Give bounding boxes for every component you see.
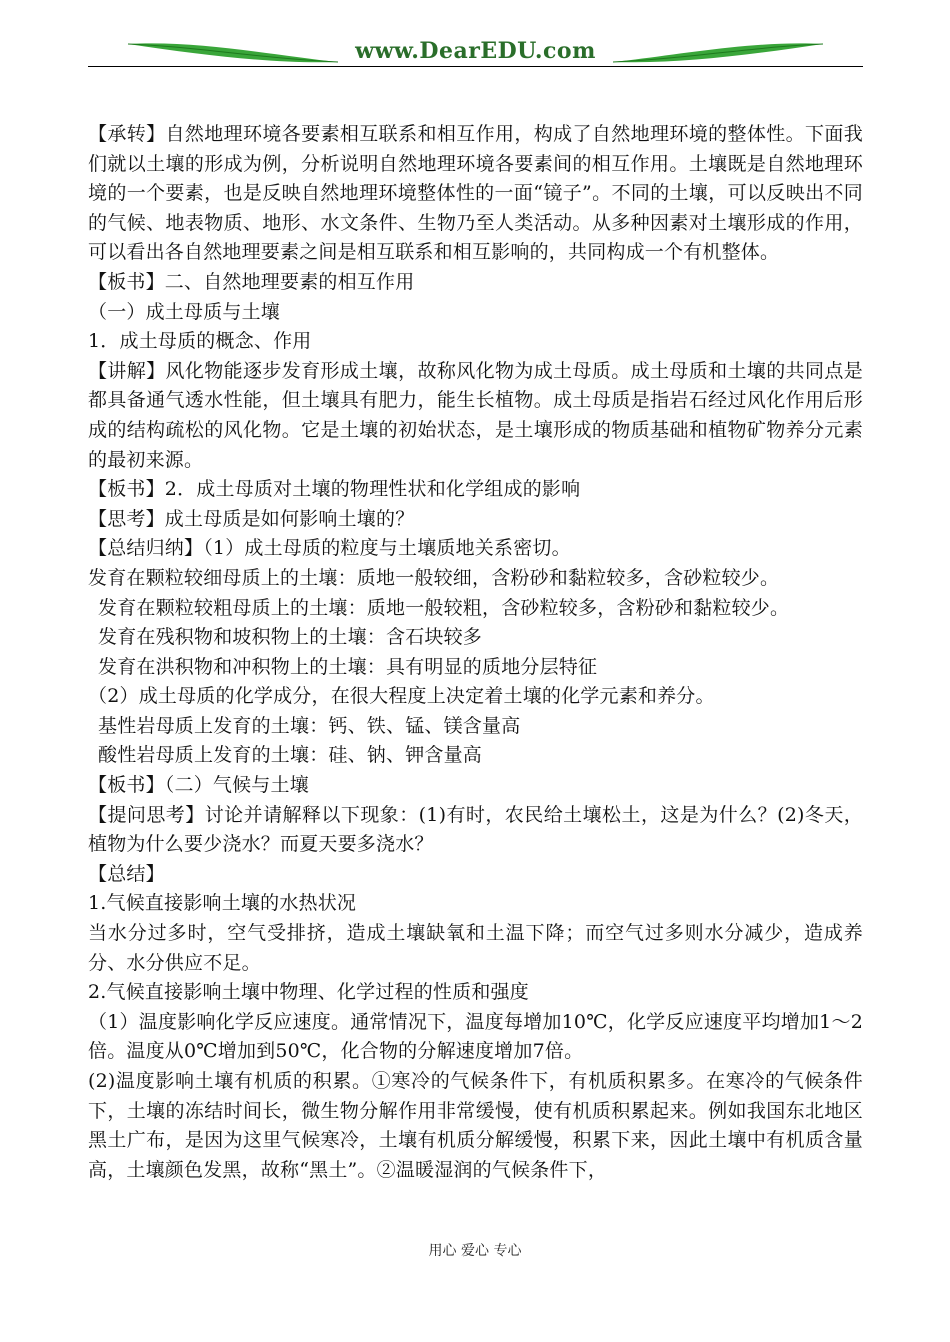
paragraph: 当水分过多时，空气受排挤，造成土壤缺氧和土温下降；而空气过多则水分减少，造成养分、水分供应不足。 bbox=[88, 922, 863, 974]
paragraph: （一）成土母质与土壤 bbox=[88, 300, 281, 323]
paragraph: 【讲解】风化物能逐步发育形成土壤，故称风化物为成土母质。成土母质和土壤的共同点是都具备通气透水性能，但土壤具有肥力，能生长植物。成土母质是指岩石经过风化作用后形成的结构疏松的风化物。它是土壤的初始状态，是土壤形成的物质基础和植物矿物养分元素的最初来源。 bbox=[88, 359, 863, 471]
paragraph: 1．成土母质的概念、作用 bbox=[88, 330, 312, 353]
paragraph: 【总结归纳】（1）成土母质的粒度与土壤质地关系密切。 bbox=[88, 537, 571, 560]
paragraph: 【承转】自然地理环境各要素相互联系和相互作用，构成了自然地理环境的整体性。下面我们就以土壤的形成为例，分析说明自然地理环境各要素间的相互作用。土壤既是自然地理环境的一个要素，也是反映自然地理环境整体性的一面“镜子”。不同的土壤，可以反映出不同的气候、地表物质、地形、水文条件、生物乃至人类活动。从多种因素对土壤形成的作用，可以看出各自然地理要素之间是相互联系和相互影响的，共同构成一个有机整体。 bbox=[88, 123, 863, 264]
paragraph: 【总结】 bbox=[88, 862, 165, 885]
paragraph: 【板书】二、自然地理要素的相互作用 bbox=[88, 270, 415, 293]
document-body bbox=[88, 120, 863, 1185]
page-footer: 用心 爱心 专心 bbox=[428, 1243, 522, 1259]
site-logo-text: www.DearEDU.com bbox=[355, 38, 596, 64]
paragraph: （2）成土母质的化学成分，在很大程度上决定着土壤的化学元素和养分。 bbox=[88, 685, 715, 708]
paragraph: 【板书】2．成土母质对土壤的物理性状和化学组成的影响 bbox=[88, 478, 581, 501]
paragraph: 发育在颗粒较细母质上的土壤：质地一般较细，含粉砂和黏粒较多，含砂粒较少。 bbox=[88, 566, 780, 589]
paragraph: 【提问思考】讨论并请解释以下现象：(1)有时，农民给土壤松土，这是为什么？(2)冬天，植物为什么要少浇水？而夏天要多浇水？ bbox=[88, 803, 863, 856]
paragraph: (2)温度影响土壤有机质的积累。①寒冷的气候条件下，有机质积累多。在寒冷的气候条件下，土壤的冻结时间长，微生物分解作用非常缓慢，使有机质积累起来。例如我国东北地区黑土广布，是因为这里气候寒冷，土壤有机质分解缓慢，积累下来，因此土壤中有机质含量高，土壤颜色发黑，故称“黑土”。②温暖湿润的气候条件下， bbox=[88, 1070, 863, 1181]
paragraph: （1）温度影响化学反应速度。通常情况下，温度每增加10℃，化学反应速度平均增加1～2倍。温度从0℃增加到50℃，化合物的分解速度增加7倍。 bbox=[88, 1010, 863, 1063]
paragraph: 发育在残积物和坡积物上的土壤：含石块较多 bbox=[98, 626, 483, 649]
paragraph: 【板书】（二）气候与土壤 bbox=[88, 774, 309, 797]
paragraph: 基性岩母质上发育的土壤：钙、铁、锰、镁含量高 bbox=[98, 714, 521, 737]
paragraph: 发育在洪积物和冲积物上的土壤：具有明显的质地分层特征 bbox=[98, 655, 598, 678]
paragraph: 2.气候直接影响土壤中物理、化学过程的性质和强度 bbox=[88, 981, 529, 1004]
paragraph: 【思考】成土母质是如何影响土壤的？ bbox=[88, 507, 415, 530]
paragraph: 1.气候直接影响土壤的水热状况 bbox=[88, 892, 357, 915]
paragraph: 发育在颗粒较粗母质上的土壤：质地一般较粗，含砂粒较多，含粉砂和黏粒较少。 bbox=[98, 596, 790, 619]
header-divider bbox=[88, 66, 863, 67]
paragraph: 酸性岩母质上发育的土壤：硅、钠、钾含量高 bbox=[98, 744, 483, 767]
